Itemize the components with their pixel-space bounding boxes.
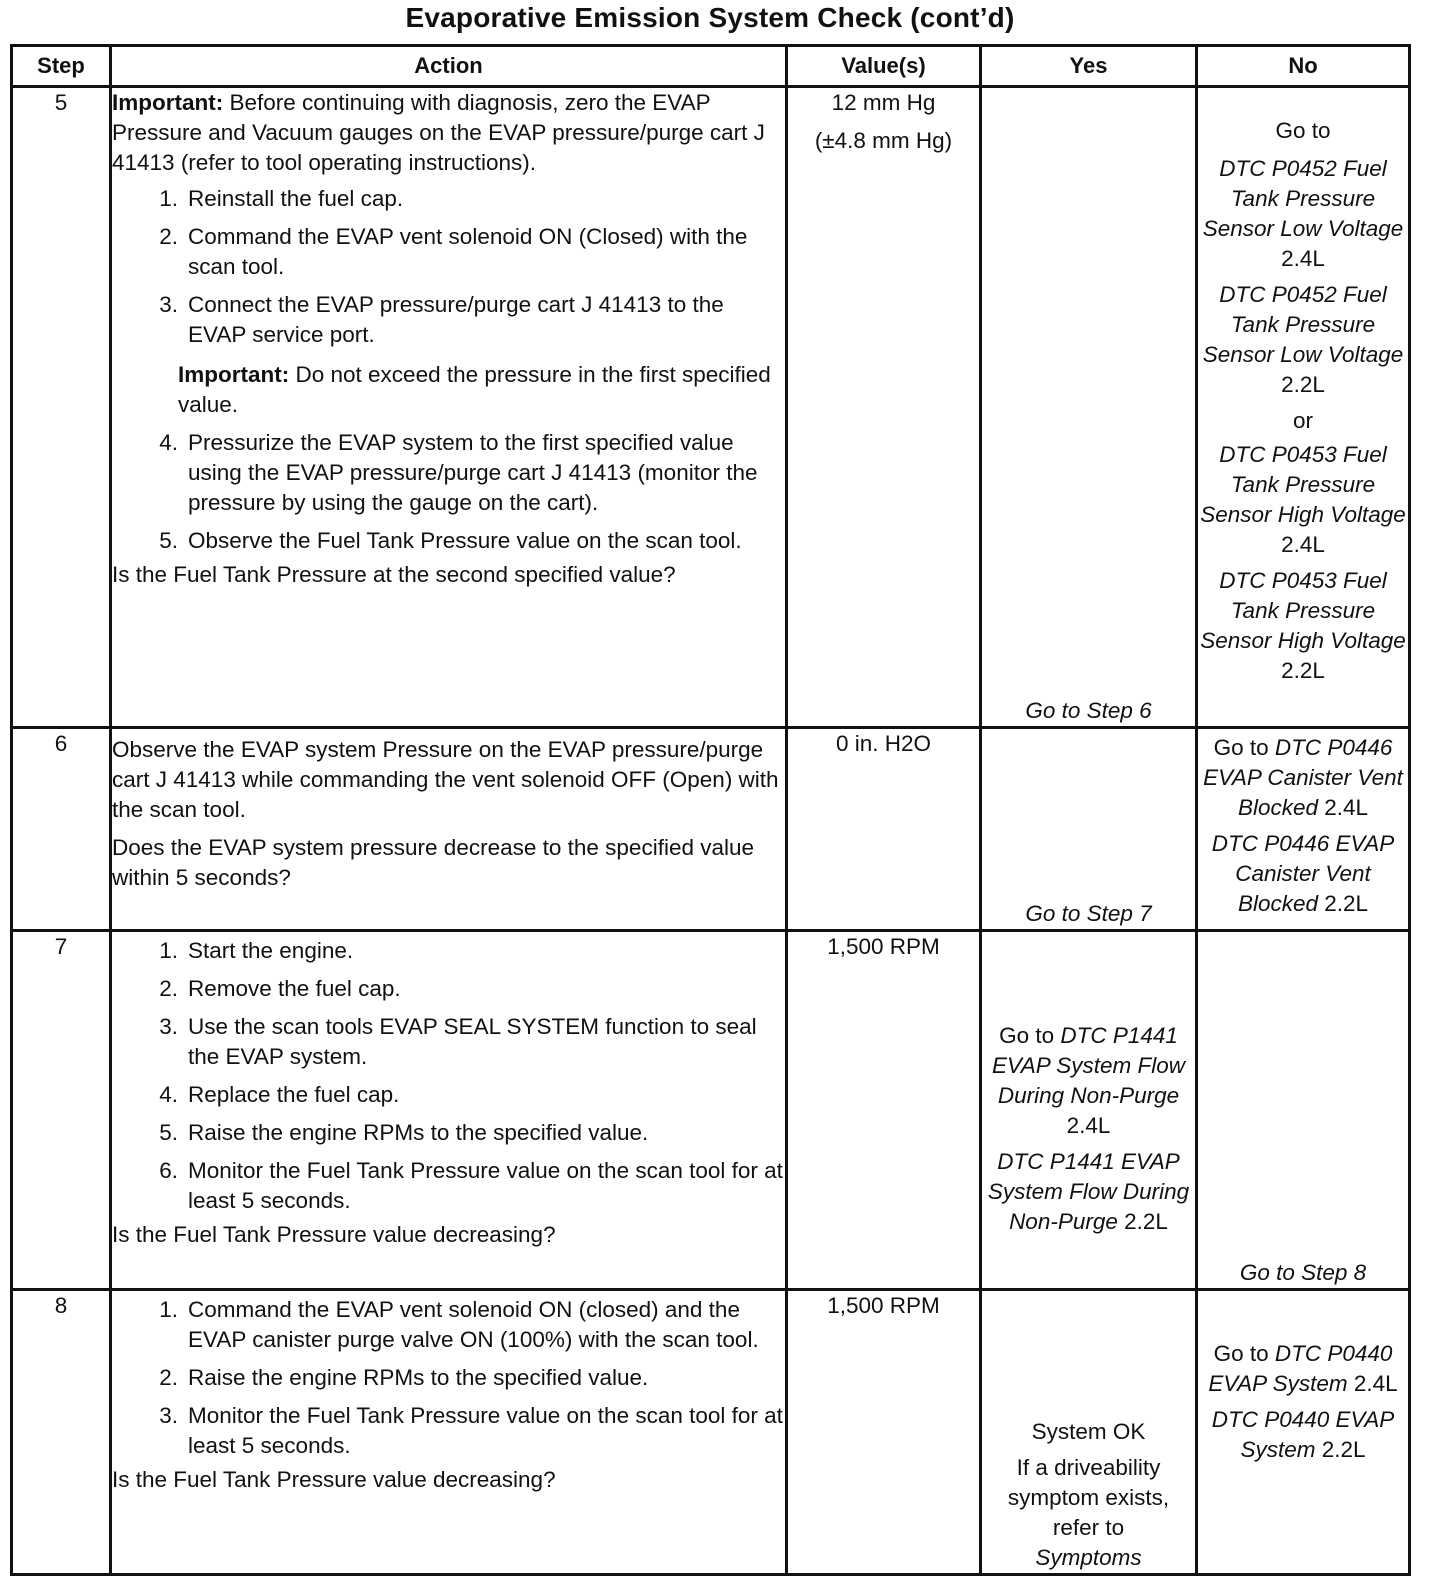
item-number: 3. <box>159 292 178 317</box>
symptoms-link[interactable]: Symptoms <box>1035 1545 1142 1570</box>
list-item <box>112 428 785 518</box>
or-label: or <box>1292 408 1313 433</box>
action-cell <box>111 1290 787 1575</box>
item-text: Raise the engine RPMs to the specified value. <box>188 1120 649 1145</box>
dtc-link[interactable]: DTC P0440 EVAP System <box>1208 1341 1393 1396</box>
item-text: Remove the fuel cap. <box>188 976 401 1001</box>
dtc-link[interactable]: DTC P1441 EVAP System Flow During Non-Purge <box>987 1149 1190 1234</box>
question-text: Is the Fuel Tank Pressure at the second specified value? <box>112 562 676 587</box>
item-text: Use the scan tools EVAP SEAL SYSTEM function to seal the EVAP system. <box>188 1014 757 1069</box>
value-cell: 1,500 RPM <box>787 1290 981 1575</box>
header-action: Action <box>111 46 787 87</box>
item-text: Replace the fuel cap. <box>188 1082 400 1107</box>
list-item <box>112 184 785 214</box>
value-cell <box>787 87 981 728</box>
list-item <box>112 222 785 282</box>
no-cell <box>1197 1290 1410 1575</box>
no-cell <box>1197 87 1410 728</box>
engine-label: 2.2L <box>1281 658 1325 683</box>
question-text: Is the Fuel Tank Pressure value decreasing? <box>112 1222 556 1247</box>
dtc-link-block <box>1198 829 1408 919</box>
procedure-list <box>112 936 785 1216</box>
procedure-list <box>112 184 785 556</box>
step-number: 6 <box>12 728 111 931</box>
dtc-link-block <box>1198 1339 1408 1399</box>
engine-label: 2.2L <box>1315 1437 1366 1462</box>
list-item <box>112 1080 785 1110</box>
no-cell <box>1197 931 1410 1290</box>
driveability-note: If a driveability symptom exists, refer to <box>1007 1455 1170 1540</box>
yes-cell <box>981 931 1197 1290</box>
list-item <box>112 526 785 556</box>
item-number: 2. <box>159 976 178 1001</box>
list-item <box>112 974 785 1004</box>
yes-cell <box>981 1290 1197 1575</box>
item-text: Start the engine. <box>188 938 354 963</box>
go-to-label: Go to <box>1275 118 1331 143</box>
go-to-step-link[interactable]: Go to Step 8 <box>1239 1260 1367 1285</box>
dtc-link-block <box>982 1147 1195 1237</box>
item-text: Observe the Fuel Tank Pressure value on the scan tool. <box>188 528 742 553</box>
go-to-step-link[interactable]: Go to Step 7 <box>1025 901 1152 926</box>
dtc-link-block <box>1198 1405 1408 1465</box>
item-number: 3. <box>159 1014 178 1039</box>
no-cell <box>1197 728 1410 931</box>
header-no: No <box>1197 46 1410 87</box>
dtc-link[interactable]: DTC P0446 EVAP Canister Vent Blocked <box>1203 735 1403 820</box>
dtc-link-block <box>1198 154 1408 274</box>
dtc-link[interactable]: DTC P1441 EVAP System Flow During Non-Purge <box>992 1023 1185 1108</box>
dtc-link[interactable]: DTC P0453 Fuel Tank Pressure Sensor High Voltage <box>1200 442 1406 527</box>
engine-label: 2.4L <box>1318 795 1369 820</box>
dtc-link-block <box>1198 733 1408 823</box>
table-row-step-7 <box>12 931 1410 1290</box>
step-number: 7 <box>12 931 111 1290</box>
step-number: 5 <box>12 87 111 728</box>
value-primary: 12 mm Hg <box>831 90 936 115</box>
engine-label: 2.2L <box>1318 891 1369 916</box>
important-label: Important: <box>112 90 224 115</box>
go-to-label: Go to <box>999 1023 1061 1048</box>
header-step: Step <box>12 46 111 87</box>
dtc-link[interactable]: DTC P0446 EVAP Canister Vent Blocked <box>1211 831 1395 916</box>
item-number: 4. <box>159 430 178 455</box>
instruction-text: Observe the EVAP system Pressure on the EVAP pressure/purge cart J 41413 while commanding the vent solenoid OFF (Open) with the scan tool. <box>112 737 779 822</box>
dtc-link-block <box>1198 440 1408 560</box>
sub-important-note <box>112 360 785 420</box>
procedure-list <box>112 1295 785 1461</box>
go-to-label: Go to <box>1213 735 1275 760</box>
table-row-step-5 <box>12 87 1410 728</box>
action-cell <box>111 87 787 728</box>
system-ok-text: System OK <box>1031 1419 1146 1444</box>
page-title: Evaporative Emission System Check (cont’d) <box>405 2 1015 33</box>
item-number: 6. <box>159 1158 178 1183</box>
evap-check-table <box>10 44 1411 1576</box>
yes-cell <box>981 728 1197 931</box>
item-number: 2. <box>159 1365 178 1390</box>
item-number: 3. <box>159 1403 178 1428</box>
important-label: Important: <box>178 362 290 387</box>
item-text: Monitor the Fuel Tank Pressure value on the scan tool for at least 5 seconds. <box>188 1158 783 1213</box>
table-row-step-8 <box>12 1290 1410 1575</box>
action-cell <box>111 728 787 931</box>
go-to-label: Go to <box>1213 1341 1275 1366</box>
dtc-link[interactable]: DTC P0453 Fuel Tank Pressure Sensor High Voltage <box>1200 568 1406 653</box>
dtc-link[interactable]: DTC P0452 Fuel Tank Pressure Sensor Low Voltage <box>1202 282 1404 367</box>
go-to-step-link[interactable]: Go to Step 6 <box>1025 698 1152 723</box>
table-row-step-6 <box>12 728 1410 931</box>
header-values: Value(s) <box>787 46 981 87</box>
dtc-link-block <box>1198 280 1408 400</box>
list-item <box>112 290 785 350</box>
item-number: 1. <box>159 938 178 963</box>
engine-label: 2.4L <box>1281 532 1325 557</box>
dtc-link[interactable]: DTC P0452 Fuel Tank Pressure Sensor Low Voltage <box>1202 156 1404 241</box>
item-text: Command the EVAP vent solenoid ON (Closed) with the scan tool. <box>188 224 748 279</box>
dtc-link[interactable]: DTC P0440 EVAP System <box>1211 1407 1395 1462</box>
item-text: Connect the EVAP pressure/purge cart J 41413 to the EVAP service port. <box>188 292 724 347</box>
list-item <box>112 936 785 966</box>
table-header-row <box>12 46 1410 87</box>
important-note <box>112 88 785 178</box>
engine-label: 2.2L <box>1281 372 1325 397</box>
engine-label: 2.4L <box>1281 246 1325 271</box>
list-item <box>112 1295 785 1355</box>
item-number: 5. <box>159 528 178 553</box>
value-tolerance: (±4.8 mm Hg) <box>814 128 953 153</box>
question-text: Does the EVAP system pressure decrease to the specified value within 5 seconds? <box>112 835 755 890</box>
item-number: 2. <box>159 224 178 249</box>
dtc-link-block <box>982 1021 1195 1141</box>
step-number: 8 <box>12 1290 111 1575</box>
list-item <box>112 1118 785 1148</box>
header-yes: Yes <box>981 46 1197 87</box>
item-text: Pressurize the EVAP system to the first specified value using the EVAP pressure/purge cart J 41413 (monitor the pressure by using the gauge on the cart). <box>188 430 758 515</box>
dtc-link-block <box>1198 566 1408 686</box>
item-text: Monitor the Fuel Tank Pressure value on the scan tool for at least 5 seconds. <box>188 1403 783 1458</box>
list-item <box>112 1012 785 1072</box>
question-text: Is the Fuel Tank Pressure value decreasing? <box>112 1467 556 1492</box>
item-text: Raise the engine RPMs to the specified value. <box>188 1365 649 1390</box>
item-text: Command the EVAP vent solenoid ON (closed) and the EVAP canister purge valve ON (100%) with the scan tool. <box>188 1297 759 1352</box>
list-item <box>112 1401 785 1461</box>
item-text: Reinstall the fuel cap. <box>188 186 404 211</box>
engine-label: 2.4L <box>1066 1113 1111 1138</box>
action-cell <box>111 931 787 1290</box>
engine-label: 2.4L <box>1347 1371 1398 1396</box>
item-number: 4. <box>159 1082 178 1107</box>
important-text: Do not exceed the pressure in the first specified value. <box>178 362 771 417</box>
value-cell: 1,500 RPM <box>787 931 981 1290</box>
value-cell: 0 in. H2O <box>787 728 981 931</box>
item-number: 1. <box>159 186 178 211</box>
engine-label: 2.2L <box>1117 1209 1168 1234</box>
item-number: 5. <box>159 1120 178 1145</box>
important-text: Before continuing with diagnosis, zero the EVAP Pressure and Vacuum gauges on the EVAP pressure/purge cart J 41413 (refer to tool operating instructions). <box>112 90 765 175</box>
list-item <box>112 1156 785 1216</box>
item-number: 1. <box>159 1297 178 1322</box>
list-item <box>112 1363 785 1393</box>
yes-cell <box>981 87 1197 728</box>
